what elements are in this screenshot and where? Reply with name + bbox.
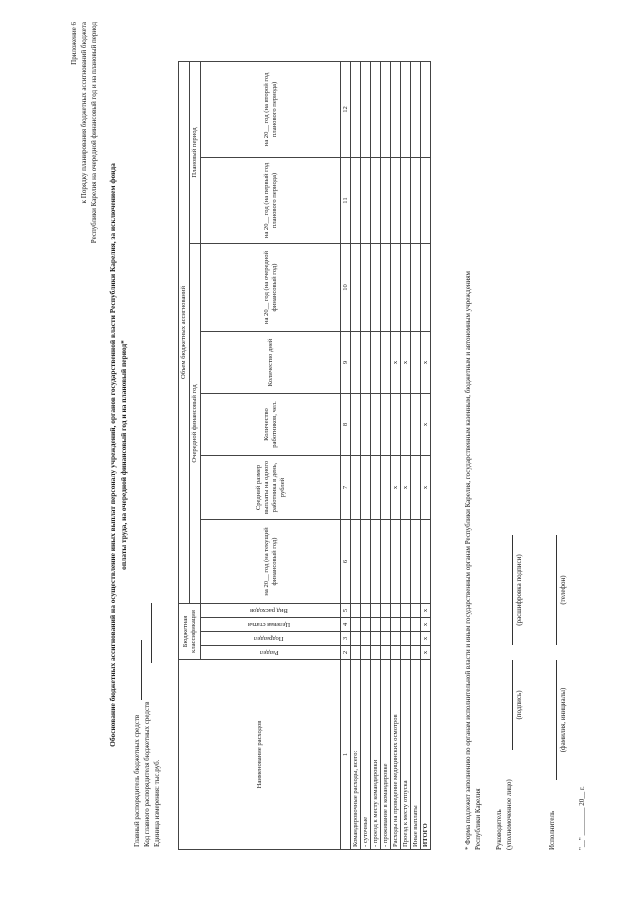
column-numbers-row: [341, 61, 351, 849]
row-name: - суточные: [361, 660, 371, 850]
table-row: [411, 61, 421, 849]
col-num: 12: [341, 61, 351, 157]
row-name: Проезд к месту отпуска: [401, 660, 411, 850]
x-mark: х: [401, 332, 411, 394]
footnote-line-2: Республики Карелия: [474, 788, 482, 850]
row-name: - проживание в командировке: [381, 660, 391, 850]
header-expense-name: Наименование расходов: [179, 660, 341, 850]
manager-code-line: [151, 603, 152, 663]
appendix-label: Приложение 6: [70, 22, 78, 65]
row-name: ИТОГО: [421, 660, 431, 850]
table-row: [401, 61, 411, 849]
header-days: Количество дней: [201, 332, 341, 394]
header-avg-payment: Средний размер выплаты на одного работника в день, рублей: [201, 456, 341, 520]
signature-caption: (подпись): [515, 690, 523, 720]
phone-line: [556, 535, 557, 645]
col-num: 1: [341, 660, 351, 850]
header-section: Раздел: [259, 649, 279, 657]
document-title-line-2: оплаты труда, на очередной финансовый год и на плановый период*: [119, 340, 128, 570]
table-row: [361, 61, 371, 849]
manager-code-label: Код главного распорядителя бюджетных средств: [143, 701, 151, 847]
header-expense-type: Вид расходов: [250, 607, 288, 615]
x-mark: х: [421, 456, 431, 520]
row-name: - проезд к месту командировки: [371, 660, 381, 850]
x-mark: х: [421, 332, 431, 394]
head-label: Руководитель: [495, 809, 503, 850]
unit-label: Единица измерения: тыс.руб.: [153, 759, 161, 847]
col-num: 2: [341, 646, 351, 660]
row-name: Расходы на проведение медицинских осмотров: [391, 660, 401, 850]
col-num: 5: [341, 604, 351, 618]
header-workers: Количество работников, чел.: [201, 394, 341, 456]
document-title-line-1: Обоснование бюджетных ассигнований на осуществление иных выплат персоналу учреждений, органов государственной власти Республики Карелия, за исключением фонда: [108, 163, 117, 747]
header-budget-class: Бюджетная классификация: [179, 604, 201, 660]
row-name: Иные выплаты: [411, 660, 421, 850]
header-next-year: Очередной финансовый год: [190, 244, 201, 604]
signature-line: [512, 660, 513, 750]
col-num: 4: [341, 618, 351, 632]
col-num: 11: [341, 158, 351, 244]
phone-caption: (телефон): [559, 575, 567, 605]
decode-line: [512, 535, 513, 645]
header-target: Целевая статья: [247, 621, 291, 629]
budget-table: [178, 61, 431, 850]
date-line: "__" ________ 20__ г.: [578, 786, 586, 850]
x-mark: х: [421, 646, 431, 660]
executor-label: Исполнитель: [548, 810, 556, 850]
header-next-fin-year: на 20__ год (на очередной финансовый год): [201, 244, 341, 332]
header-subsection: Подраздел: [254, 635, 284, 643]
table-row: [391, 61, 401, 849]
row-name: Командировочные расходы, всего:: [351, 660, 361, 850]
col-num: 6: [341, 520, 351, 604]
order-line-1: к Порядку планирования бюджетных ассигнований бюджета: [80, 22, 88, 204]
header-second-plan: на 20__ год (на второй год планового периода): [201, 61, 341, 157]
footnote-line-1: * Форма подлежит заполнению по органам исполнительной власти и иным государственным органам Республики Карелия, государственным казенным, бюджетным и автономным учреждениям: [464, 271, 472, 850]
x-mark: х: [421, 632, 431, 646]
header-volume: Объем бюджетных ассигнований: [179, 61, 190, 603]
x-mark: х: [391, 332, 401, 394]
header-plan-period: Плановый период: [190, 61, 201, 243]
manager-label: Главный распорядитель бюджетных средств: [133, 714, 141, 847]
x-mark: х: [421, 394, 431, 456]
decode-caption: (расшифровка подписи): [515, 554, 523, 626]
table-row: [381, 61, 391, 849]
x-mark: х: [421, 604, 431, 618]
head-sublabel: (уполномоченное лицо): [505, 779, 513, 850]
manager-line: [141, 640, 142, 700]
order-line-2: Республики Карелия на очередной финансовый год и на плановый период: [90, 22, 98, 244]
total-row: [421, 61, 431, 849]
col-num: 8: [341, 394, 351, 456]
x-mark: х: [421, 618, 431, 632]
table-row: [351, 61, 361, 849]
col-num: 3: [341, 632, 351, 646]
fio-caption: (фамилия, инициалы): [559, 687, 567, 753]
x-mark: х: [401, 456, 411, 520]
header-current-year: на 20__ год (на текущий финансовый год): [201, 520, 341, 604]
col-num: 7: [341, 456, 351, 520]
table-row: [371, 61, 381, 849]
x-mark: х: [391, 456, 401, 520]
header-first-plan: на 20__ год (на первый год планового периода): [201, 158, 341, 244]
fio-line: [556, 660, 557, 780]
col-num: 10: [341, 244, 351, 332]
col-num: 9: [341, 332, 351, 394]
